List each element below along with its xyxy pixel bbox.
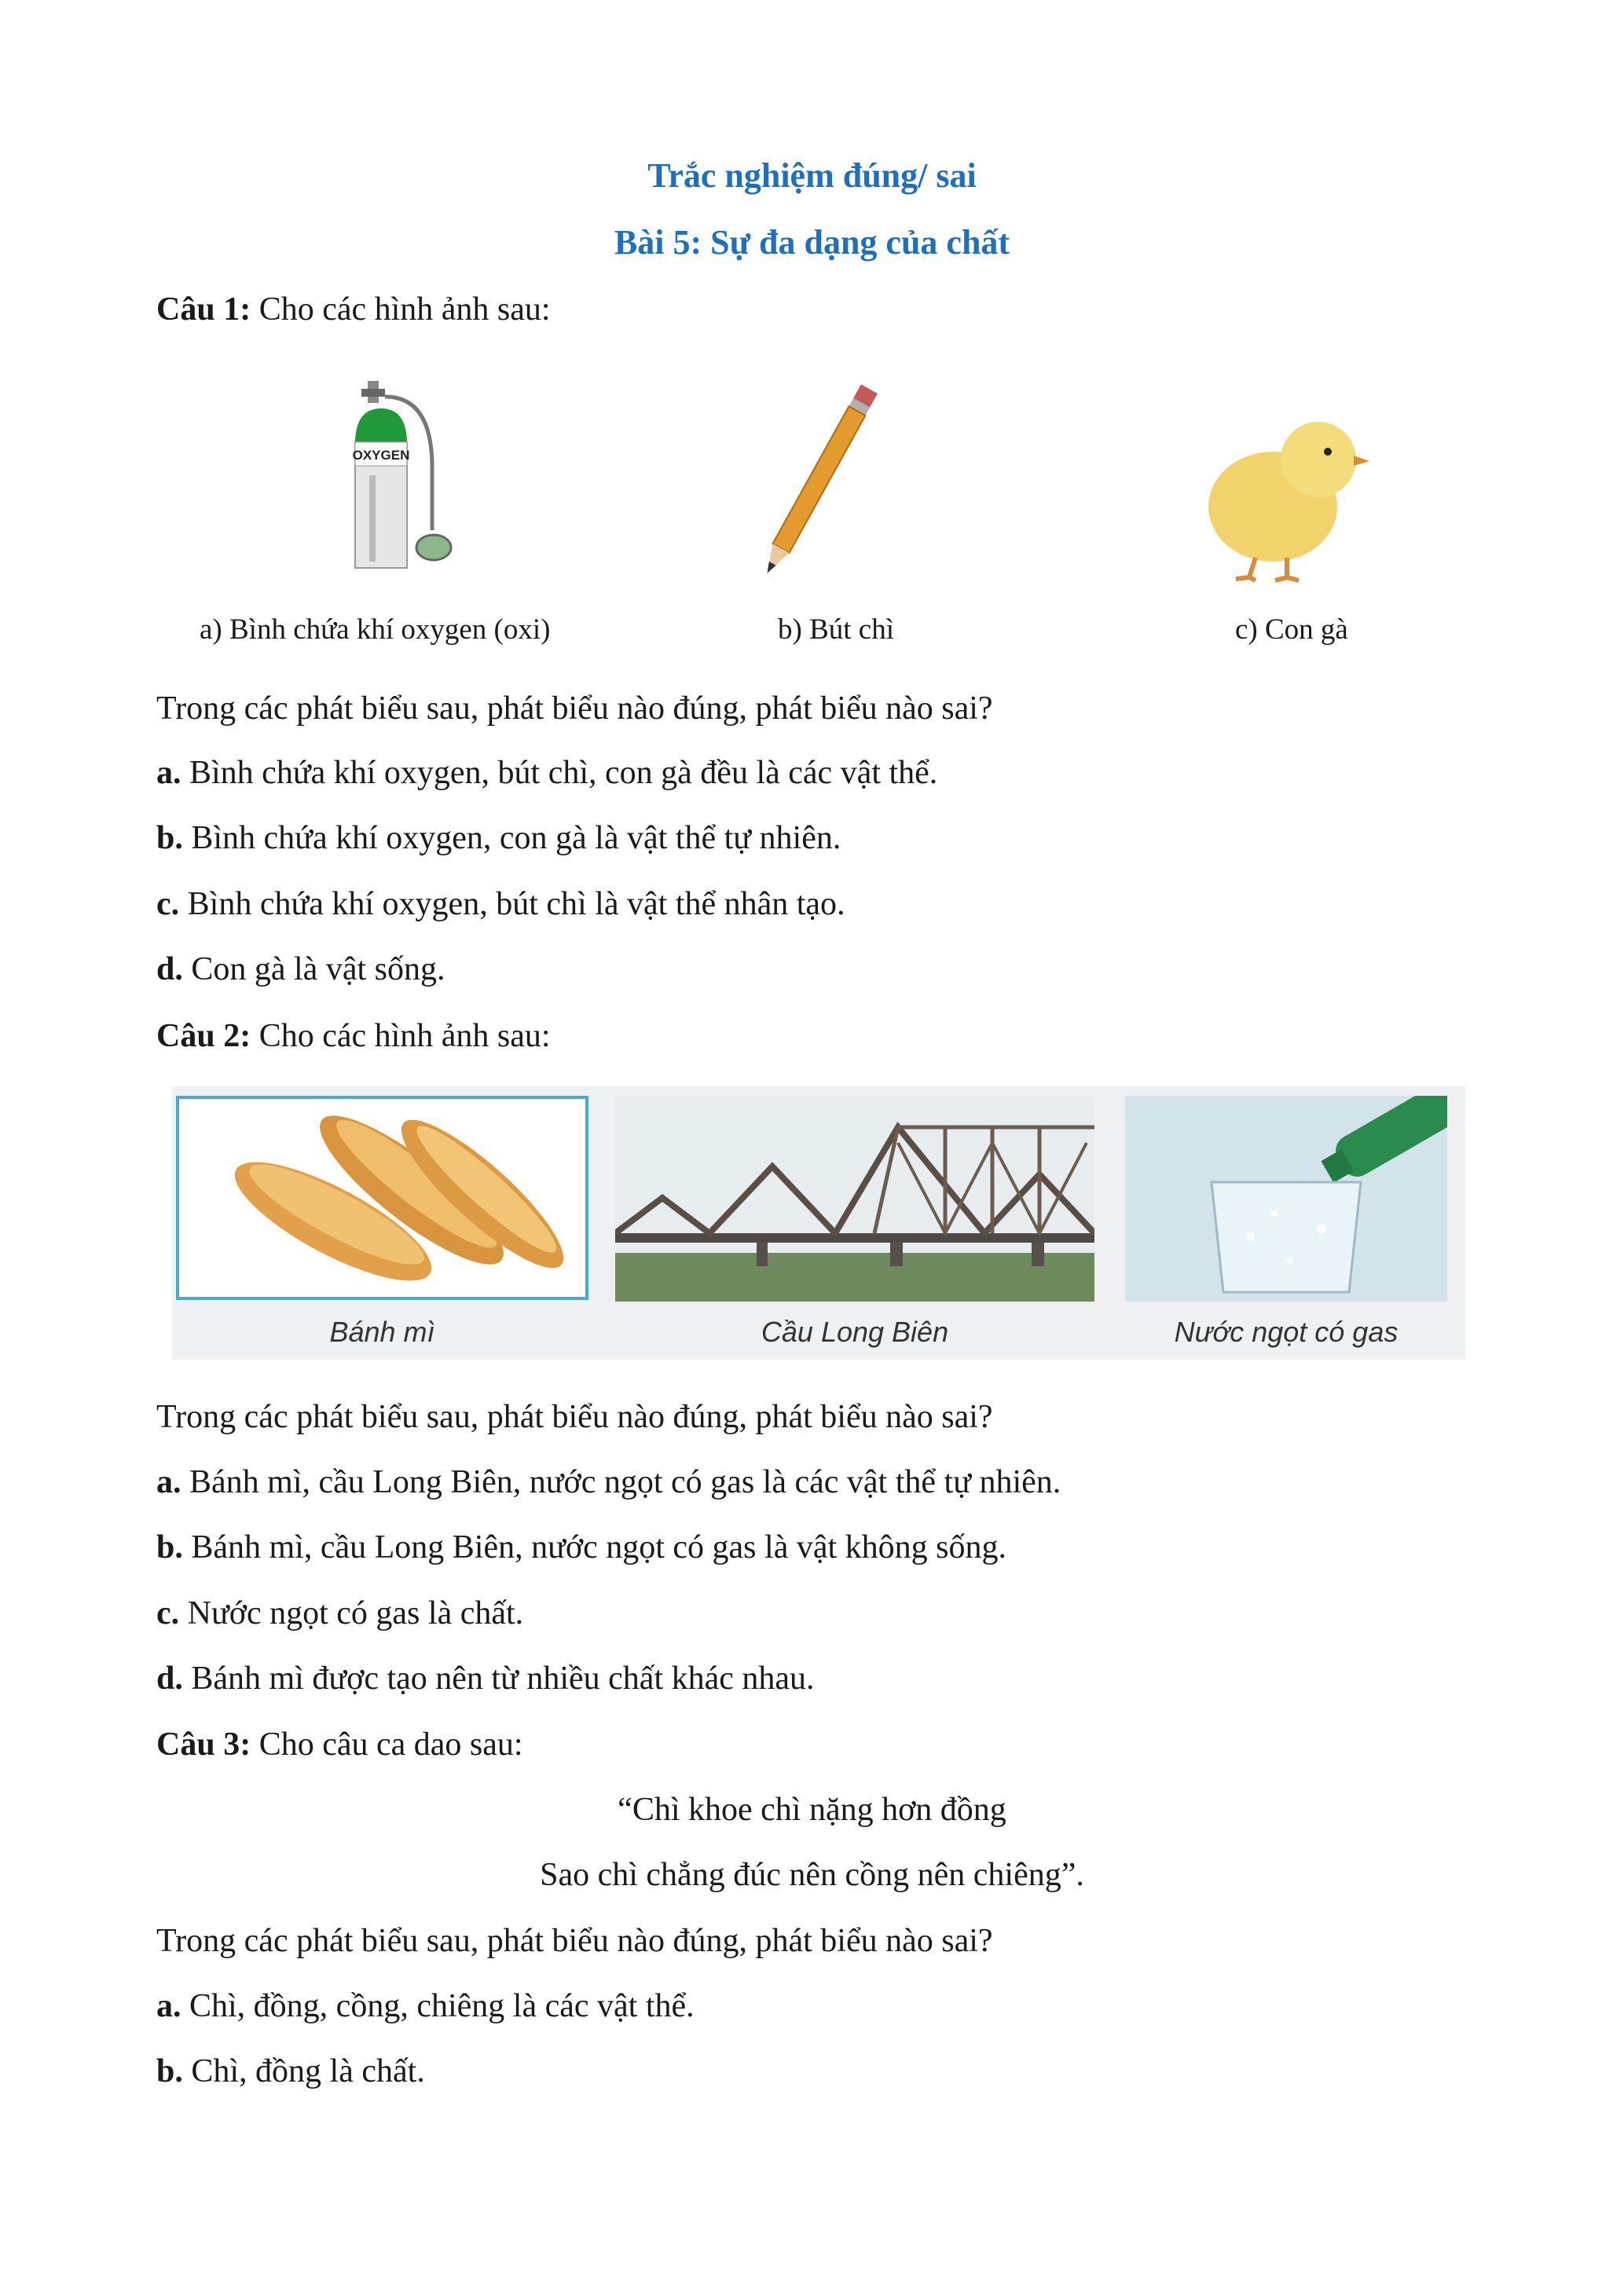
q3-intro: Cho câu ca dao sau:: [258, 1727, 523, 1763]
soda-glass-icon: [1125, 1096, 1447, 1302]
q1-option-b: b. Bình chứa khí oxygen, con gà là vật thể tự nhiên.: [156, 820, 841, 856]
bread-icon: [176, 1096, 588, 1300]
q2-option-c: c. Nước ngọt có gas là chất.: [156, 1595, 524, 1631]
bridge-icon: [615, 1096, 1094, 1302]
document-title: Trắc nghiệm đúng/ sai: [647, 156, 977, 195]
q3-verse-line-2: Sao chì chẳng đúc nên cồng nên chiêng”.: [540, 1857, 1084, 1893]
q1-prompt: Trong các phát biểu sau, phát biểu nào đúng, phát biểu nào sai?: [156, 690, 993, 727]
q1-option-c: c. Bình chứa khí oxygen, bút chì là vật thể nhân tạo.: [156, 886, 845, 922]
q1-caption-a: a) Bình chứa khí oxygen (oxi): [200, 613, 551, 646]
oxygen-tank-icon: [346, 373, 471, 585]
chick-icon: [1201, 412, 1381, 585]
oxygen-tank-label: OXYGEN: [352, 448, 410, 463]
q2-option-d: d. Bánh mì được tạo nên từ nhiều chất khác nhau.: [156, 1661, 815, 1697]
q2-caption-bridge: Cầu Long Biên: [761, 1316, 949, 1348]
q3-option-b: b. Chì, đồng là chất.: [156, 2053, 425, 2089]
q3-option-a: a. Chì, đồng, cồng, chiêng là các vật thể.: [156, 1988, 695, 2024]
q1-caption-c: c) Con gà: [1235, 613, 1348, 646]
q2-option-a: a. Bánh mì, cầu Long Biên, nước ngọt có gas là các vật thể tự nhiên.: [156, 1464, 1061, 1500]
q1-option-d: d. Con gà là vật sống.: [156, 951, 445, 987]
q3-verse-line-1: “Chì khoe chì nặng hơn đồng: [618, 1792, 1006, 1828]
document-subtitle: Bài 5: Sự đa dạng của chất: [614, 223, 1010, 262]
q2-option-b: b. Bánh mì, cầu Long Biên, nước ngọt có gas là vật không sống.: [156, 1529, 1006, 1565]
q1-heading: [156, 291, 551, 328]
q3-label: Câu 3:: [156, 1727, 251, 1763]
q2-heading: [156, 1017, 551, 1055]
q3-prompt: Trong các phát biểu sau, phát biểu nào đúng, phát biểu nào sai?: [156, 1923, 993, 1959]
pencil-icon: [727, 375, 907, 591]
q1-intro: Cho các hình ảnh sau:: [258, 291, 551, 328]
q2-caption-soda: Nước ngọt có gas: [1174, 1316, 1399, 1348]
q2-label: Câu 2:: [156, 1018, 251, 1054]
q1-label: Câu 1:: [156, 291, 251, 328]
q2-caption-bread: Bánh mì: [329, 1316, 435, 1348]
q3-heading: [156, 1726, 523, 1763]
q1-caption-b: b) Bút chì: [778, 613, 894, 646]
q2-prompt: Trong các phát biểu sau, phát biểu nào đúng, phát biểu nào sai?: [156, 1399, 993, 1435]
q2-intro: Cho các hình ảnh sau:: [258, 1018, 551, 1054]
q1-option-a: a. Bình chứa khí oxygen, bút chì, con gà đều là các vật thể.: [156, 755, 938, 791]
